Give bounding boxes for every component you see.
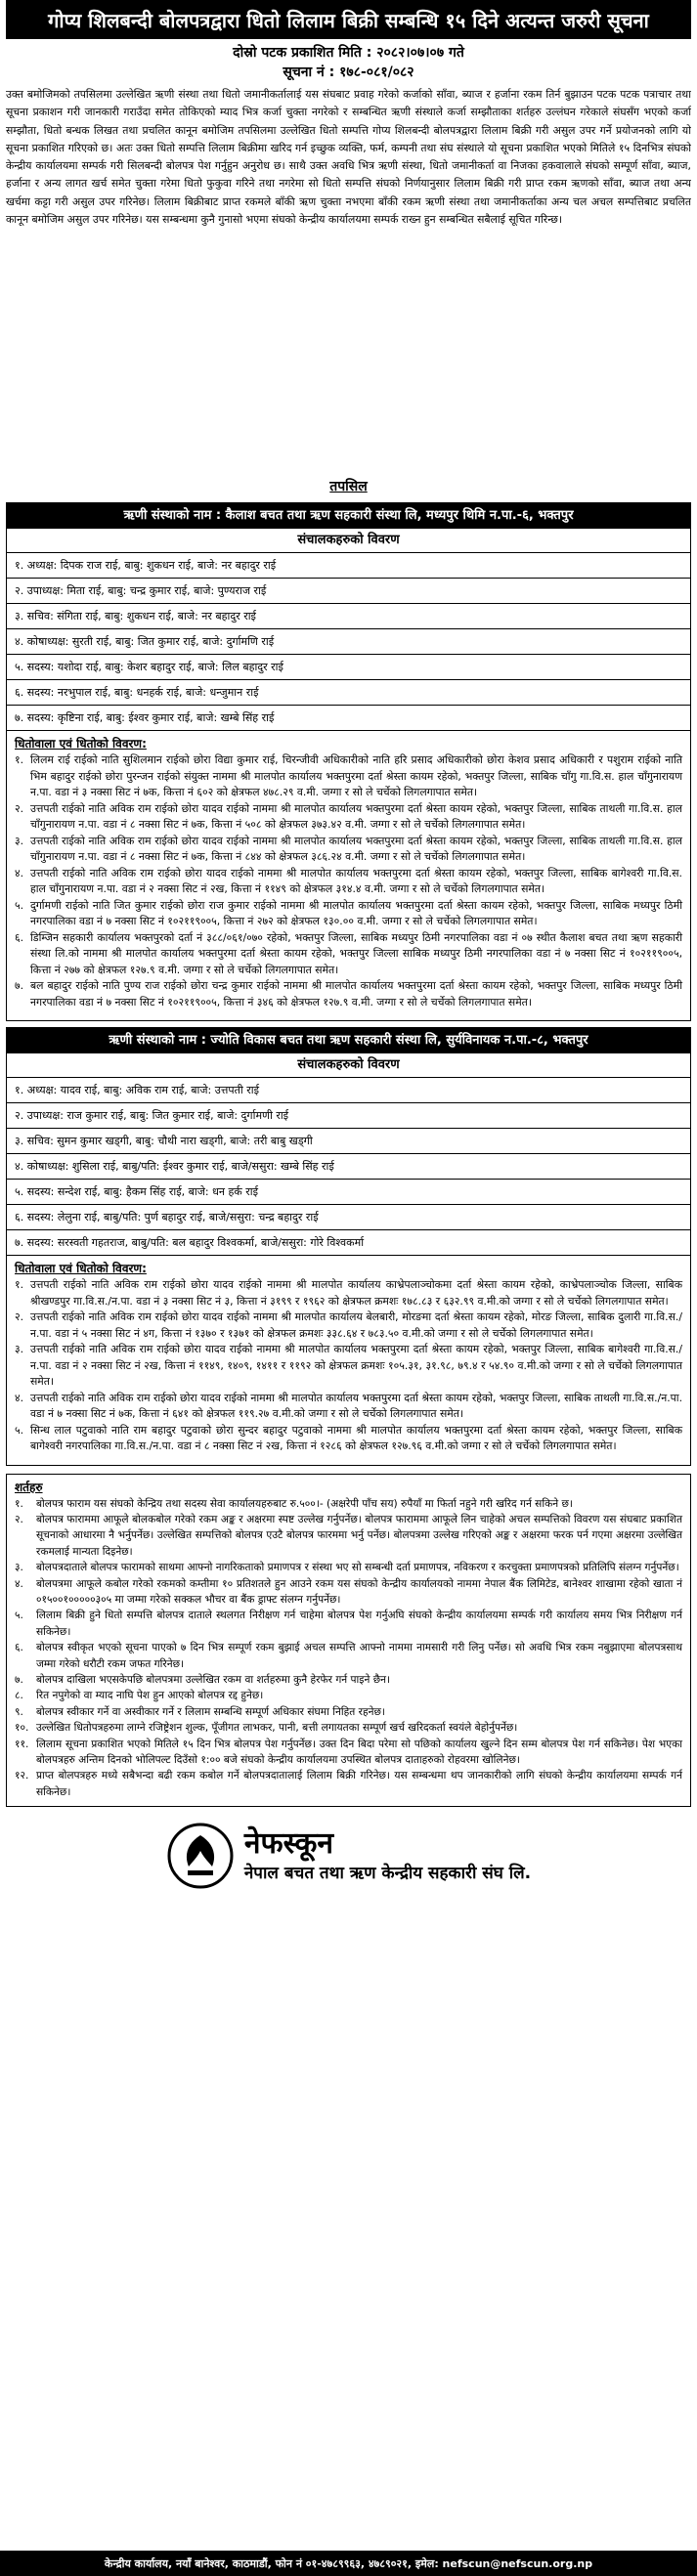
item-number: २.	[15, 1310, 24, 1323]
term-text: बोलपत्रमा आफूले कबोल गरेको रकमको कम्तीमा १० प्रतिशतले हुन आउने रकम यस संघको केन्द्रीय कार्यालयको नाममा नेपाल बैंक लिमिटेड, बानेश्वर शाखामा रहेको खाता नं ०१५००१०००००३०५ मा जम्मा गरेको सक्कल भौचर वा बैंक ड्राफ्ट संलग्न गर्नुपर्नेछ।	[36, 1577, 682, 1606]
item-number: ५.	[15, 898, 24, 912]
board-member: १. अध्यक्ष: दिपक राज राई, बाबु: शुकधन राई, बाजे: नर बहादुर राई	[7, 552, 690, 578]
item-text: डिम्जिन सहकारी कार्यालय भक्तपुरको दर्ता नं ३८८/०६१/०७० रहेको, भक्तपुर जिल्ला, साबिक मध्यपुर ठिमी नगरपालिका वडा नं ०७ स्थीत कैलाश बचत तथा ऋण सहकारी संस्था लि.को नाममा श्री मालपोत कार्यालय भक्तपुरमा दर्ता श्रेस्ता कायम रहेको, भक्तपुर जिल्ला साबिक मध्यपुर ठिमी नगरपालिका वडा नं ७ नक्सा सिट नं १०२११९००५, कित्ता नं २७७ को क्षेत्रफल १२७.९ व.मी. जग्गा र सो ले चर्चेको लिगलगापात समेत।	[30, 930, 682, 976]
notice-number: सूचना नं : १७८-०८१/०८२	[283, 64, 414, 80]
item-number: ६.	[15, 930, 24, 944]
notice-title: गोप्य शिलबन्दी बोलपत्रद्वारा धितो लिलाम बिक्री सम्बन्धि १५ दिने अत्यन्त जरुरी सूचना	[6, 0, 691, 39]
item-text: लिलम राई राईको नाति सुशिलमान राईको छोरा विद्या कुमार राई, चिरन्जीवी अधिकारीको नाति हरि प्रसाद अधिकारीको छोरा केशव प्रसाद अधिकारी र पशुराम राईको नाति भिम बहादुर राईको छोरा पुरन्जन राईको संयुक्त नाममा श्री मालपोत कार्यालय भक्तपुरमा दर्ता श्रेस्ता कायम रहेको, भक्तपुर जिल्ला, साबिक चाँगु गा.वि.स. हाल चाँगुनारायण न.पा. वडा नं ३ नक्सा सिट नं ७क, कित्ता नं ६०२ को क्षेत्रफल ४७८.२९ व.मी. जग्गा र सो ले चर्चेको लिगलगापात समेत।	[30, 753, 682, 798]
board-member: ६. सदस्य: लेलुना राई, बाबु/पति: पुर्ण बहादुर राई, बाजे/ससुरा: चन्द्र बहादुर राई	[7, 1204, 690, 1229]
term-number: ३.	[15, 1562, 23, 1574]
item-text: उत्तपती राईको नाति अविक राम राईको छोरा यादव राईको नाममा श्री मालपोत कार्यालय भक्तपुरमा दर्ता श्रेस्ता कायम रहेको, भक्तपुर जिल्ला, साबिक बागेश्वरी गा.वि.स./न.पा. वडा नं २ नक्सा सिट नं २ख, कित्ता नं ११४९, १४०९, १४११ र ११९२ को क्षेत्रफल क्रमशः १०५.३१, ३१.९८, ७९.४ र ५४.९० व.मी.को जग्गा र सो ले चर्चेको लिगलगापात समेत।	[30, 1343, 682, 1388]
board-member: ६. सदस्य: नरभुपाल राई, बाबु: धनहर्क राई, बाजे: धन्जुमान राई	[7, 679, 690, 705]
item-number: ४.	[15, 866, 24, 880]
term-text: प्राप्त बोलपत्रहरु मध्ये सबैभन्दा बढी रकम कबोल गर्ने बोलपत्रदातालाई लिलाम बिक्री गरिनेछ। यस सम्बन्धमा थप जानकारीको लागि संघको केन्द्रीय कार्यालयमा सम्पर्क गर्न सकिनेछ।	[36, 1770, 682, 1798]
term-number: ५.	[15, 1610, 23, 1622]
term-number: १.	[15, 1497, 23, 1510]
item-text: उत्तपती राईको नाति अविक राम राईको छोरा यादव राईको नाममा श्री मालपोत कार्यालय भक्तपुरमा दर्ता श्रेस्ता कायम रहेको, भक्तपुर जिल्ला, साबिक बागेश्वरी गा.वि.स. हाल चाँगुनारायण न.पा. वडा नं २ नक्सा सिट नं २ख, कित्ता नं ११४९ को क्षेत्रफल ३१४.४ व.मी. जग्गा र सो ले चर्चेको लिगलगापात समेत।	[30, 866, 682, 895]
term-number: ४.	[15, 1577, 23, 1590]
collateral-item	[7, 1277, 690, 1309]
item-number: ७.	[15, 979, 24, 992]
item-number: ३.	[15, 834, 24, 847]
item-text: उत्तपती राईको नाति अविक राम राईको छोरा यादव राईको नाममा श्री मालपोत कार्यालय काभ्रेपलाञ्चोकमा दर्ता श्रेस्ता कायम रहेको, काभ्रेपलाञ्चोक जिल्ला, साबिक श्रीखण्डपुर गा.वि.स./न.पा. वडा नं ३ नक्सा सिट नं ३, कित्ता नं ३१९९ र १९६२ को क्षेत्रफल क्रमशः १७८.८३ र ६३२.९९ व.मी.को जग्गा र सो ले चर्चेको लिगलगापात समेत।	[30, 1278, 682, 1308]
item-number: २.	[15, 801, 24, 815]
term-item	[15, 1704, 682, 1720]
term-number: २.	[15, 1513, 23, 1525]
term-number: ११.	[15, 1738, 29, 1750]
item-text: उत्तपती राईको नाति अविक राम राईको छोरा यादव राईको नाममा श्री मालपोत कार्यालय बेलबारी, मोरङमा दर्ता श्रेस्ता कायम रहेको, मोरङ जिल्ला, साबिक दुलारी गा.वि.स./न.पा. वडा नं ५ नक्सा सिट नं ४ग, कित्ता नं १३७० र १३७१ को क्षेत्रफल क्रमशः ३३८.६४ र ७८३.५० व.मी.को जग्गा र सो ले चर्चेको लिगलगापात समेत।	[30, 1310, 682, 1340]
term-item	[15, 1688, 682, 1703]
term-number: १२.	[15, 1770, 29, 1782]
item-number: १.	[15, 1278, 24, 1291]
term-item	[15, 1640, 682, 1672]
term-text: बोलपत्र दाखिला भएसकेपछि बोलपत्रमा उल्लेखित रकम वा शर्तहरुमा कुनै हेरफेर गर्न पाइने छैन।	[36, 1673, 391, 1686]
board-member: ३. सचिव: सुमन कुमार खड्गी, बाबु: चौथी नारा खड्गी, बाजे: तरी बाबु खड्गी	[7, 1128, 690, 1153]
borrower-section-1	[6, 502, 691, 1021]
item-number: ५.	[15, 1423, 24, 1437]
collateral-item	[7, 898, 690, 930]
term-text: रित नपुगेको वा म्याद नाघि पेश हुन आएको बोलपत्र रद्द हुनेछ।	[36, 1690, 264, 1702]
schedule-title: तपसिल	[329, 479, 368, 494]
collateral-item	[7, 930, 690, 979]
collateral-item	[7, 1391, 690, 1423]
board-member: ७. सदस्य: कृष्टिना राई, बाबु: ईश्वर कुमार राई, बाजे: खम्बे सिंह राई	[7, 705, 690, 730]
board-title-1: संचालकहरुको विवरण	[7, 528, 690, 552]
item-text: बल बहादुर राईको नाति पुण्य राज राईको छोरा चन्द्र कुमार राईको नाममा श्री मालपोत कार्यालय भक्तपुरमा दर्ता श्रेस्ता कायम रहेको, भक्तपुर जिल्ला, साबिक मध्यपुर ठिमी नगरपालिका वडा नं ७ नक्सा सिट नं १०२११९००५, कित्ता नं ३४६ को क्षेत्रफल १२७.९ व.मी. जग्गा र सो ले चर्चेको लिगलगापात समेत।	[30, 979, 682, 1009]
term-item	[15, 1512, 682, 1560]
term-number: ६.	[15, 1642, 23, 1654]
terms-section	[6, 1474, 691, 1808]
term-text: बोलपत्र फाराममा आफूले बोलकबोल गरेको रकम अङ्क र अक्षरमा स्पष्ट उल्लेख गर्नुपर्नेछ। बोलपत्र फाराममा आफूले लिन चाहेको अचल सम्पत्तिको विवरण यस संघबाट प्रकाशित सूचनाको आधारमा नै भर्नुपर्नेछ। उल्लेखित सम्पत्तिको बोलपत्र एउटै बोलपत्र फारममा भर्नु पर्नेछ। बोलपत्रमा उल्लेख गरिएको अङ्क र अक्षरमा फरक पर्न गएमा अक्षरमा उल्लेखित रकमलाई मान्यता दिइनेछ।	[36, 1513, 682, 1558]
collateral-title-2: धितोवाला एवं धितोको विवरण:	[7, 1255, 690, 1277]
board-member: ३. सचिव: संगिता राई, बाबु: शुकधन राई, बाजे: नर बहादुर राई	[7, 603, 690, 628]
term-text: लिलाम सूचना प्रकाशित भएको मितिले १५ दिन भित्र बोलपत्र पेश गर्नुपर्नेछ। उक्त दिन बिदा परेमा सो पछिको कार्यालय खुल्ने दिन सम्म बोलपत्र पेश गर्न सकिनेछ। पेश भएका बोलपत्रहरु अन्तिम दिनको भोलिपल्ट दिउँसो १:०० बजे संघको केन्द्रीय कार्यालयमा उपस्थित बोलपत्र दाताहरुको रोहवरमा खोलिनेछ।	[36, 1738, 682, 1766]
terms-title: शर्तहरु	[15, 1480, 43, 1494]
borrower-name-1: ऋणी संस्थाको नाम : कैलाश बचत तथा ऋण सहकारी संस्था लि, मध्यपुर थिमि न.पा.-६, भक्तपुर	[7, 503, 690, 528]
collateral-item	[7, 801, 690, 834]
brand-text	[244, 1826, 531, 1885]
term-item	[15, 1672, 682, 1688]
board-member: ५. सदस्य: सन्देश राई, बाबु: हैकम सिंह राई, बाजे: धन हर्क राई	[7, 1179, 690, 1204]
term-item	[15, 1720, 682, 1736]
intro-paragraph: उक्त बमोजिमको तपसिलमा उल्लेखित ऋणी संस्था तथा धितो जमानीकर्तालाई यस संघबाट प्रवाह गरेको कर्जाको साँवा, ब्याज र हर्जाना रकम तिर्न बुझाउन पटक पटक पत्राचार तथा सूचना प्रकाशन गरी जानकारी गराउँदा समेत तोकिएको म्याद भित्र कर्जा चुक्ता नगरेको र सम्बन्धित ऋणी संस्थाले कर्जा सम्झौताका शर्तहरु उल्लंघन गरेकाले संघसँग भएको कर्जा सम्झौता, धितो बन्धक लिखत तथा प्रचलित कानून बमोजिम तपसिलमा उल्लेखित धितो सम्पत्ति गोप्य शिलबन्दी बोलपत्रद्वारा लिलाम बिक्री गरी असुल उपर गर्ने प्रयोजनको लागि यो सूचना प्रकाशित गरिएको छ। अतः उक्त धितो सम्पत्ति लिलाम बिक्रीमा खरिद गर्न इच्छुक व्यक्ति, फर्म, कम्पनी तथा संघ संस्थाले यो सूचना प्रकाशित भएको मितिले १५ दिनभित्र संघको केन्द्रीय कार्यालयमा सम्पर्क गरी सिलबन्दी बोलपत्र पेश गर्नुहुन अनुरोध छ। साथै उक्त अवधि भित्र ऋणी संस्था, धितो जमानीकर्ता वा निजका हकवालाले संघको सम्पूर्ण साँवा, ब्याज, हर्जाना र अन्य लागत खर्च समेत चुक्ता गरेमा धितो फुकुवा गरिने तथा नगरेमा सो धितो सम्पत्ति संघको निर्णयानुसार लिलाम बिक्री गरी प्राप्त रकम ऋणको साँवा, ब्याज तथा अन्य खर्चमा कट्टा गरी असुल उपर गरिनेछ। लिलाम बिक्रीबाट प्राप्त रकमले बाँकी ऋण चुक्ता नभएमा बाँकी रकम ऋणी संस्था तथा जमानीकर्ताका अन्य चल अचल सम्पत्तिबाट प्रचलित कानून बमोजिम असुल उपर गरिनेछ। यस सम्बन्धमा कुनै गुनासो भएमा संघको केन्द्रीय कार्यालयमा सम्पर्क राख्न हुन सम्बन्धित सबैलाई सूचित गरिन्छ।	[6, 88, 691, 227]
term-number: ९.	[15, 1705, 23, 1718]
term-text: बोलपत्र स्वीकृत भएको सूचना पाएको ७ दिन भित्र सम्पूर्ण रकम बुझाई अचल सम्पत्ति आफ्नो नाममा नामसारी गरी लिनु पर्नेछ। सो अवधि भित्र रकम नबुझाएमा बोलपत्रसाथ जम्मा गरेको धरौटी रकम जफत गरिनेछ।	[36, 1642, 682, 1670]
board-member: २. उपाध्यक्ष: मिता राई, बाबु: चन्द्र कुमार राई, बाजे: पुण्यराज राई	[7, 578, 690, 603]
item-text: दुर्गामणी राईको नाति जित कुमार राईको छोरा राज कुमार राईको नाममा श्री मालपोत कार्यालय भक्तपुरमा दर्ता श्रेस्ता कायम रहेको, भक्तपुर जिल्ला, साबिक मध्यपुर ठिमी नगरपालिका वडा नं ७ नक्सा सिट नं १०२११९००५, कित्ता नं २७२ को क्षेत्रफल १३०.०० व.मी. जग्गा र सो ले चर्चेको लिगलगापात समेत।	[30, 898, 682, 927]
contact-footer: केन्द्रीय कार्यालय, नयाँ बानेश्वर, काठमाडौं, फोन नं ०१-४७८९९६३, ४७८९०२१, इमेल: nefscun@nefscun.org.np	[0, 2551, 697, 2576]
term-text: बोलपत्रदाताले बोलपत्र फारामको साथमा आफ्नो नागरिकताको प्रमाणपत्र र संस्था भए सो सम्बन्धी दर्ता प्रमाणपत्र, नविकरण र करचुक्ता प्रमाणपत्रको प्रतिलिपि संलग्न गर्नुपर्नेछ।	[36, 1562, 679, 1574]
term-item	[15, 1737, 682, 1769]
collateral-item	[7, 1342, 690, 1391]
borrower-name-2: ऋणी संस्थाको नाम : ज्योति विकास बचत तथा ऋण सहकारी संस्था लि, सुर्यविनायक न.पा.-८, भक्तपुर	[7, 1028, 690, 1052]
brand-block	[6, 1817, 691, 1895]
collateral-item	[7, 1423, 690, 1455]
collateral-item	[7, 978, 690, 1010]
board-member: २. उपाध्यक्ष: राज कुमार राई, बाबु: जित कुमार राई, बाजे: दुर्गामणी राई	[7, 1102, 690, 1128]
term-text: बोलपत्र स्वीकार गर्ने वा अस्वीकार गर्ने र लिलाम सम्बन्धि सम्पूर्ण अधिकार संघमा निहित रहनेछ।	[36, 1705, 385, 1718]
item-number: ३.	[15, 1343, 24, 1355]
board-member: ४. कोषाध्यक्ष: सुरती राई, बाबु: जित कुमार राई, बाजे: दुर्गामणि राई	[7, 628, 690, 654]
term-item	[15, 1560, 682, 1575]
term-item	[15, 1496, 682, 1512]
collateral-title-1: धितोवाला एवं धितोको विवरण:	[7, 730, 690, 752]
collateral-item	[7, 752, 690, 801]
nefscun-logo-icon	[166, 1822, 235, 1890]
collateral-item	[7, 866, 690, 898]
borrower-section-2	[6, 1027, 691, 1466]
publish-date: दोस्रो पटक प्रकाशित मिति : २०८२।०७।०७ गते	[233, 45, 464, 61]
board-title-2: संचालकहरुको विवरण	[7, 1052, 690, 1077]
term-item	[15, 1608, 682, 1640]
term-item	[15, 1768, 682, 1800]
term-number: १०.	[15, 1722, 29, 1735]
collateral-item	[7, 834, 690, 866]
notice-meta	[6, 43, 691, 82]
term-item	[15, 1576, 682, 1609]
term-text: लिलाम बिक्री हुने धितो सम्पत्ति बोलपत्र दाताले स्थलगत निरीक्षण गर्न चाहेमा बोलपत्र पेश गर्नुअघि संघको केन्द्रीय कार्यालयमा सम्पर्क गरी कार्यालय समय भित्र निरीक्षण गर्न सकिनेछ।	[36, 1610, 682, 1638]
board-member: ७. सदस्य: सरस्वती गहतराज, बाबु/पति: बल बहादुर विश्वकर्मा, बाजे/ससुरा: गोरे विश्वकर्मा	[7, 1229, 690, 1255]
board-member: १. अध्यक्ष: यादव राई, बाबु: अविक राम राई, बाजे: उत्तपती राई	[7, 1077, 690, 1102]
item-text: उत्तपती राईको नाति अविक राम राईको छोरा यादव राईको नाममा श्री मालपोत कार्यालय भक्तपुरमा दर्ता श्रेस्ता कायम रहेको, भक्तपुर जिल्ला, साबिक ताथली गा.वि.स./न.पा. वडा नं ७ नक्सा सिट नं ७क, कित्ता नं ६४१ को क्षेत्रफल ११९.२७ व.मी.को जग्गा र सो ले चर्चेको लिगलगापात समेत।	[30, 1391, 682, 1420]
item-number: ४.	[15, 1391, 24, 1404]
term-number: ७.	[15, 1673, 23, 1686]
brand-name: नेफस्कून	[243, 1826, 334, 1862]
board-member: ५. सदस्य: यशोदा राई, बाबु: केशर बहादुर राई, बाजे: लिल बहादुर राई	[7, 654, 690, 679]
brand-subtitle: नेपाल बचत तथा ऋण केन्द्रीय सहकारी संघ लि.	[243, 1864, 532, 1884]
term-text: उल्लेखित धितोपत्रहरुमा लाग्ने रजिष्ट्रेशन शुल्क, पूँजीगत लाभकर, पानी, बत्ती लगायतका सम्पूर्ण खर्च खरिदकर्ता स्वयंले बेहोर्नुपर्नेछ।	[36, 1722, 518, 1735]
term-number: ८.	[15, 1690, 23, 1702]
item-text: उत्तपती राईको नाति अविक राम राईको छोरा यादव राईको नाममा श्री मालपोत कार्यालय भक्तपुरमा दर्ता श्रेस्ता कायम रहेको, भक्तपुर जिल्ला, साबिक ताथली गा.वि.स. हाल चाँगुनारायण न.पा. वडा नं ८ नक्सा सिट नं ७क, कित्ता नं ८४४ को क्षेत्रफल ३८६.२४ व.मी. जग्गा र सो ले चर्चेको लिगलगापात समेत।	[30, 834, 682, 863]
item-text: उत्तपती राईको नाति अविक राम राईको छोरा यादव राईको नाममा श्री मालपोत कार्यालय भक्तपुरमा दर्ता श्रेस्ता कायम रहेको, भक्तपुर जिल्ला, साबिक ताथली गा.वि.स. हाल चाँगुनारायण न.पा. वडा नं ८ नक्सा सिट नं ७क, कित्ता नं ५०८ को क्षेत्रफल ३७३.४२ व.मी. जग्गा र सो ले चर्चेको लिगलगापात समेत।	[30, 801, 682, 831]
term-text: बोलपत्र फाराम यस संघको केन्द्रिय तथा सदस्य सेवा कार्यालयहरुबाट रु.५००।- (अक्षरेपी पाँच सय) रुपैयाँ मा फिर्ता नहुने गरी खरिद गर्न सकिने छ।	[36, 1497, 573, 1510]
collateral-item	[7, 1309, 690, 1342]
item-text: सिन्ध लाल पटुवाको नाति राम बहादुर पटुवाको छोरा सुन्दर बहादुर पटुवाको नाममा श्री मालपोत कार्यालय भक्तपुरमा दर्ता श्रेस्ता कायम रहेको, भक्तपुर जिल्ला, साबिक बागेश्वरी नगरपालिका गा.वि.स./न.पा. वडा नं ८ नक्सा सिट नं २ख, कित्ता नं १२८६ को क्षेत्रफल १२७.९६ व.मी.को जग्गा र सो ले चर्चेको लिगलगापात समेत।	[30, 1423, 682, 1452]
board-member: ४. कोषाध्यक्ष: शुसिला राई, बाबु/पति: ईश्वर कुमार राई, बाजे/ससुरा: खम्बे सिंह राई	[7, 1153, 690, 1179]
item-number: १.	[15, 753, 24, 766]
